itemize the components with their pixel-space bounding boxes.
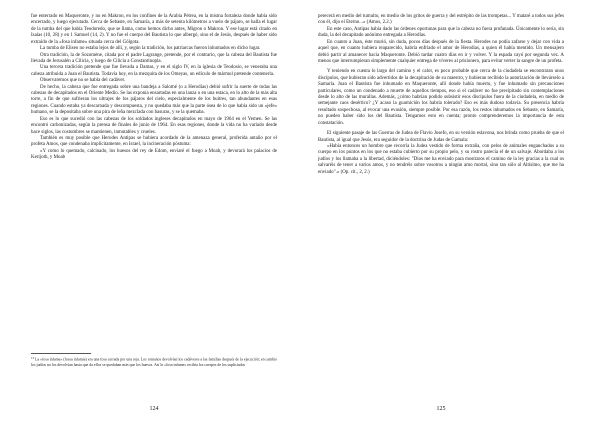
footnote-marker: 13 [31,356,34,360]
paragraph: «Y como lo quemado, calcinado, los huesos del rey de Edom, enviaré el fuego a Moab, y devorará los palacios de Kerijoth, y Moab [31,148,277,161]
paragraph: En este caso, Antipas había dado las órdenes oportunas para que la cabeza no fuera profanada. Únicamente lo sería, sin duda, la del decapitado anónimo entregada a Herodías. [318,26,564,39]
page-number-right: 125 [436,406,446,412]
right-page [318,14,564,414]
paragraph: La tumba de Eliseo no estaba lejos de allí, y, según la tradición, los patriarcas fueron inhumados en dicho lugar. [40,46,261,52]
paragraph: «Había entonces un hombre que recorría la Judea vestido de forma extraña, con pelos de animales enganchados a su cuerpo en los puntos en los que no estaba cubierto por su propio pelo, y su rostro parecía el de un salvaje. Abordaba a los judíos y los llamaba a la libertad, diciéndoles: "Dios me ha enviado para mostraros el camino de la ley gracias a la cual os salvaréis de tener a varios amos, y no tendréis sobre vosotros a ningún amo mortal, sino tan sólo al Altísimo, que me ha enviado".» (Op. cit., 2, 2.) [318,144,564,175]
footnote-text: La «fosa infame» (fossa infamia) era una fosa cerrada por una reja. Los romanos devolvían los cadáveres a las familias después de la ejecución; en cambio los judíos no los devolvían hasta que da ellos se quedaban más que los huesos. Así la «fosa infame» recibía los cuerpos de los supliciados [31,357,277,367]
left-page-body [31,14,277,162]
paragraph: En cuanto a Juan, éste murió, sin duda, pocos días después de la fiesta. Herodes no podía zafarse y dejar con vida a aquel que, en cuanto hubiera reaparecido, habría enfriado el amor de Herodías, a quien él había mentido. Un mensajero debió partir al amanecer hacia Maqueronte. Debió tardar cuatro días en ir y volver. Y la espada cayó por segunda vez. A menos que interrumpieran simplemente cualquier entrega de víveres al prisionero, para evitar verter la sangre de un profeta. [318,39,564,64]
footnote-divider [31,353,91,354]
paragraph: Eso es lo que sucedió con las cabezas de los soldados ingleses decapitados en mayo de 1964 en el Yemen. Se las encontró carbonizadas, según la prensa de finales de junio de 1964. En esas regiones, donde la vida no ha variado desde hace siglos, las costumbres se mantienen, inmutables y crueles. [31,116,277,135]
paragraph: fue enterrado en Maqueronte, y no en Makron, en los confines de la Arabia Pétrea, en la misma fortaleza donde había sido encerrado, y luego ejecutado. Cerca de Sebaste, en Samaría, a más de setenta kilómetros a vuelo de pájaro, se halla el lugar de la tumba del que había Teodoredo, que se llama, como hemos dicho antes, Migron o Makron. Y ese lugar está citado en Isaías (10, 28) y en 1 Samuel (14, 2). Y no fue el cuerpo del Bautista lo que albergó, sino el de Jesús, después de haber sido extraído de la «fosa infame» situada cerca del Gólgota. [31,14,277,45]
paragraph: El siguiente pasaje de las Guerras de Judea de Flavio Josefo, en su versión eslavona, nos brinda como prueba de que el Bautista, al igual que Jesús, era seguidor de la doctrina de Judas de Gamala: [318,131,564,143]
paragraph: Observaremos que no se habla del cadáver. [40,78,126,84]
paragraph: También es muy posible que Herodes Antipas se hubiera acordado de la amenaza general, proferida antaño por el profeta Amos, que condenaba implícitamente, en Israel, la incineración póstuma: [31,136,277,148]
right-page-body [318,14,564,176]
paragraph: Otra tradición, la de Sozomène, citada por el padre Lagrange, pretende, por el contrario, que la cabeza del Bautista fue llevada de Jerusalén a Cilicia, y luego de Cilicia a Constantinopla. [31,52,277,64]
paragraph: perecerá en medio del tumulto, en medio de los gritos de guerra y del estrépito de las trompetas... Y mataré a todos sus jefes con él, dijo el Eterno...» (Amos, 2.2.) [318,14,564,26]
left-page [31,14,277,414]
paragraph: De hecho, la cabeza que fue entregada sobre una bandeja a Salomé (o a Herodías) debió sufrir la suerte de todas las cabezas de decapitados en el Oriente Medio. Se las exponía ensartadas en una lanza o en una estaca, en lo alto de la más alta torre, a fin de que sufrieran los ultrajes de los pájaros del cielo, especialmente de los buitres, tan abundantes en esas regiones. Cuando estaba ya descarnada y descompuesta, y no quedaba más que la parte ósea de lo que había sido un «jefe» humano, se la depositaba sobre una pira de leña mezclada con basuras, y se la quemaba. [31,84,277,116]
page-number-left: 124 [149,406,159,412]
paragraph: Y teniendo en cuenta lo largo del camino y el calor, es poco probable que cerca de la ciudadela se encontraran unos discípulos, que hubieran sido advertidos de la decapitación de su maestro, y hubieran recibido la autorización de llevárselo a Samaría. Juan el Bautista fue inhumado en Maqueronte, allí donde había muerto, y fue inhumado sin precauciones particulares, como un condenado a muerte de aquellos tiempos, eso si el cadáver no fue precipitado sin contemplaciones desde lo alto de las murallas. Además, ¿cómo habrían podido subsistir esos discípulos fuera de la ciudadela, en medio de semejante caos desértico? ¿Y acaso la guarnición los habría tolerado? Eso es más dudoso todavía. Su presencia habría resultado sospechosa, al evocar una evasión, siempre posible. Por esa razón, los restos inhumados en Sebaste, en Samaría, no pueden haber sido los del Bautista. Tengamos esto en cuenta; pronto comprenderemos la importancia de esta constatación. [318,69,564,126]
paragraph: Una tercera tradición pretende que fue llevada a Damas, y en el siglo IV, en la iglesia de Teodosio, se veneraba una cabeza atribuida a Juan el Bautista. Todavía hoy, en la mezquita de los Omeyas, un edículo de mármol pretende contenerla. [31,65,277,77]
footnote [31,356,277,368]
